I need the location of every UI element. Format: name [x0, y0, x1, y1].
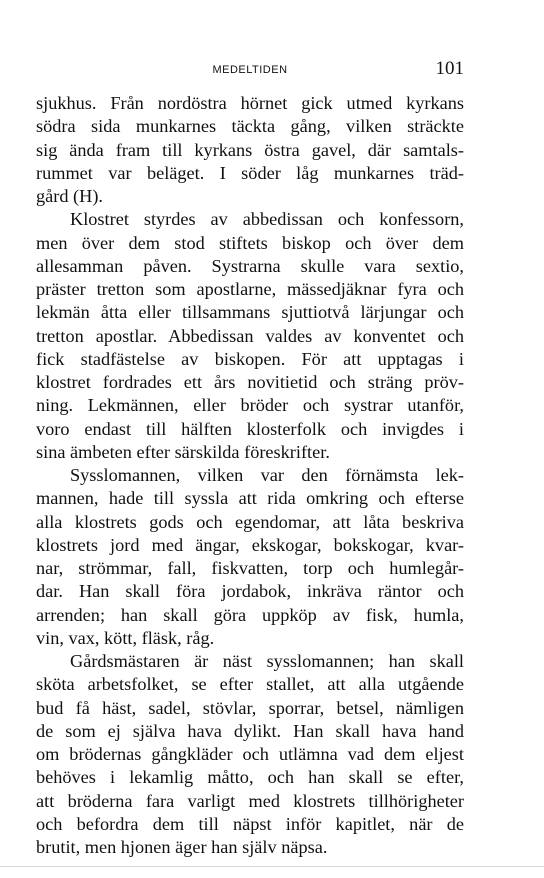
page-edge-rule — [0, 866, 544, 867]
text-line: präster tretton som apostlarne, mässedjäknar fyra och — [36, 279, 464, 299]
text-line: Gårdsmästaren är näst sysslomannen; han skall — [70, 651, 464, 671]
text-line: ning. Lekmännen, eller bröder och systrar utanför, — [36, 395, 464, 416]
text-line: sköta arbetsfolket, se efter stallet, att alla utgående — [36, 674, 464, 695]
text-line: om brödernas gångkläder och utlämna vad dem eljest — [36, 744, 464, 764]
text-line: och befordra dem till näpst inför kapitlet, när de — [36, 813, 464, 834]
text-line: fick stadfästelse av biskopen. För att upptagas i — [36, 348, 464, 369]
text-line: brutit, men hjonen äger han själv näpsa. — [36, 837, 328, 857]
text-line: Klostret styrdes av abbedissan och konfessorn, — [70, 209, 464, 230]
text-line: behöves i lekamlig måtto, och han skall se efter, — [36, 767, 464, 788]
text-line: sina ämbeten efter särskilda föreskrifter. — [36, 441, 330, 462]
page-number: 101 — [435, 58, 464, 79]
text-line: sjukhus. Från nordöstra hörnet gick utmed kyrkans — [36, 93, 464, 113]
text-line: rummet var beläget. I söder låg munkarnes träd- — [36, 162, 464, 183]
text-line: att bröderna fara varligt med klostrets tillhörigheter — [36, 790, 464, 811]
text-line: mannen, hade till syssla att rida omkring och efterse — [36, 488, 464, 509]
text-line: södra sida munkarnes täckta gång, vilken sträckte — [36, 116, 464, 137]
text-line: nar, strömmar, fall, fiskvatten, torp och humlegår- — [36, 558, 464, 578]
body-text — [36, 92, 464, 859]
page-header — [36, 58, 464, 82]
text-line: gård (H). — [36, 186, 104, 206]
text-line: bud få häst, sadel, stövlar, sporrar, betsel, nämligen — [36, 697, 464, 718]
text-line: tretton apostlar. Abbedissan valdes av konventet och — [36, 325, 464, 346]
text-line: dar. Han skall föra jordabok, inkräva räntor och — [36, 581, 464, 602]
text-line: klostret fordrades ett års novitietid och sträng pröv- — [36, 372, 464, 392]
text-line: vin, vax, kött, fläsk, råg. — [36, 627, 215, 648]
text-line: arrenden; han skall göra uppköp av fisk, humla, — [36, 604, 464, 625]
text-line: sig ända fram till kyrkans östra gavel, där samtals- — [36, 139, 464, 160]
text-line: alla klostrets gods och egendomar, att låta beskriva — [36, 511, 464, 532]
text-line: allesamman påven. Systrarna skulle vara sextio, — [36, 255, 464, 276]
text-line: men över dem stod stiftets biskop och över dem — [36, 232, 464, 253]
text-line: voro endast till hälften klosterfolk och invigdes i — [36, 418, 464, 439]
running-head: MEDELTIDEN — [212, 64, 288, 76]
text-line: de som ej själva hava dylikt. Han skall hava hand — [36, 720, 464, 741]
text-line: lekmän åtta eller tillsammans sjuttiotvå lärjungar och — [36, 302, 464, 323]
text-line: Sysslomannen, vilken var den förnämsta lek- — [70, 465, 464, 485]
text-line: klostrets jord med ängar, ekskogar, bokskogar, kvar- — [36, 534, 464, 555]
